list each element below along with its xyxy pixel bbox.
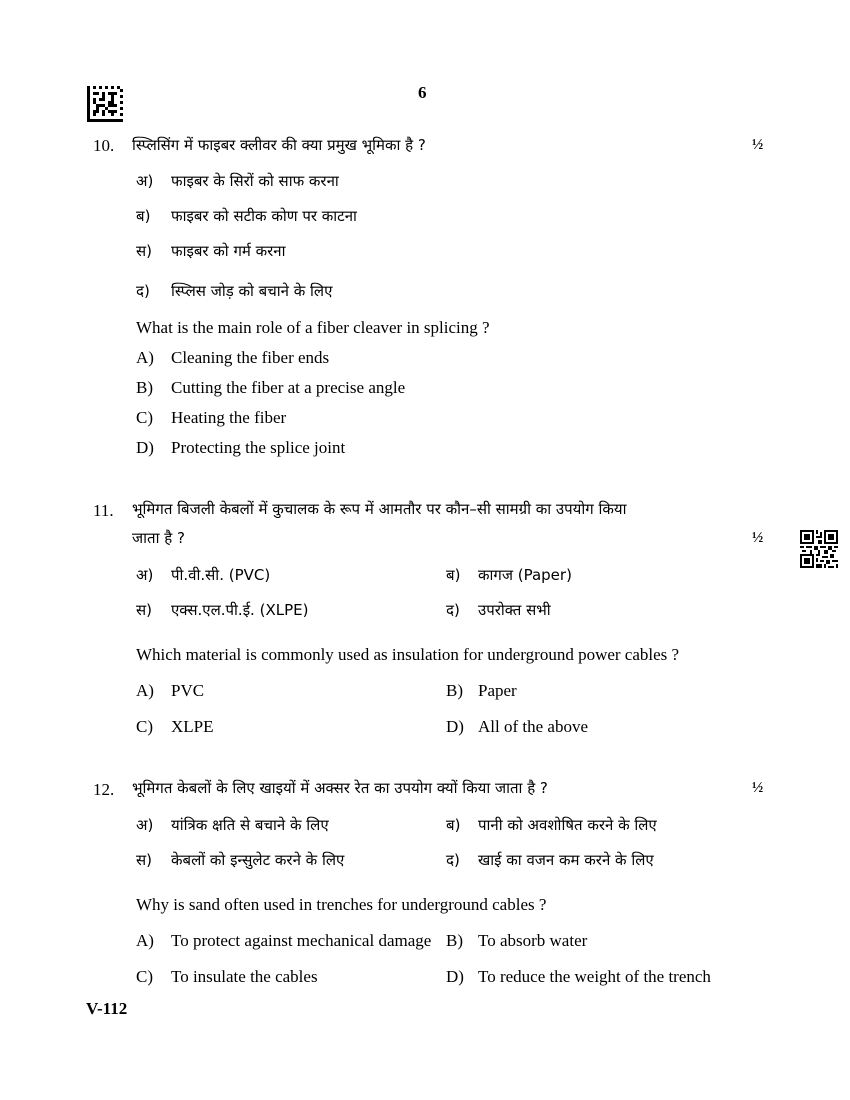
option-label: C) <box>136 967 153 986</box>
question-text-hindi-line1: भूमिगत बिजली केबलों में कुचालक के रूप में आमतौर पर कौन–सी सामग्री का उपयोग किया <box>132 500 627 518</box>
option-label: स) <box>136 851 152 869</box>
option-text: खाई का वजन कम करने के लिए <box>478 851 654 869</box>
option-label: अ) <box>136 172 154 190</box>
option-label: B) <box>446 931 463 950</box>
question-number: 12. <box>93 780 115 799</box>
question-text-english: What is the main role of a fiber cleaver in splicing ? <box>136 318 490 337</box>
option-text: फाइबर को सटीक कोण पर काटना <box>171 207 357 225</box>
option-label: A) <box>136 931 154 950</box>
qr-code-icon <box>800 530 838 568</box>
option-text: केबलों को इन्सुलेट करने के लिए <box>171 851 345 869</box>
option-label: द) <box>446 601 460 619</box>
question-text-hindi: भूमिगत केबलों के लिए खाइयों में अक्सर रेत का उपयोग क्यों किया जाता है ? <box>132 779 548 797</box>
question-text-english: Which material is commonly used as insulation for underground power cables ? <box>136 645 680 664</box>
option-text: फाइबर को गर्म करना <box>171 242 286 260</box>
option-text: To reduce the weight of the trench <box>478 967 711 986</box>
option-label: D) <box>446 717 464 736</box>
option-text: फाइबर के सिरों को साफ करना <box>171 172 339 190</box>
option-label: B) <box>446 681 463 700</box>
paper-code: V-112 <box>86 999 128 1018</box>
option-label: C) <box>136 717 153 736</box>
option-label: स) <box>136 242 152 260</box>
page-number: 6 <box>418 83 427 102</box>
option-text: Cleaning the fiber ends <box>171 348 330 367</box>
question-marks: ½ <box>752 780 764 796</box>
option-label: ब) <box>136 207 151 225</box>
option-text: To protect against mechanical damage <box>171 931 432 950</box>
option-text: पी.वी.सी. (PVC) <box>171 566 271 584</box>
option-text: पानी को अवशोषित करने के लिए <box>478 816 657 834</box>
option-label: A) <box>136 681 154 700</box>
option-label: द) <box>446 851 460 869</box>
question-marks: ½ <box>752 530 764 546</box>
option-text: Paper <box>478 681 517 700</box>
option-label: द) <box>136 282 150 300</box>
question-text-english: Why is sand often used in trenches for underground cables ? <box>136 895 547 914</box>
option-text: PVC <box>171 681 205 700</box>
option-label: स) <box>136 601 152 619</box>
option-text: उपरोक्त सभी <box>478 601 551 619</box>
option-text: Heating the fiber <box>171 408 287 427</box>
option-label: अ) <box>136 816 154 834</box>
option-text: To absorb water <box>478 931 588 950</box>
question-number: 11. <box>93 501 114 520</box>
question-text-hindi: स्प्लिसिंग में फाइबर क्लीवर की क्या प्रमुख भूमिका है ? <box>132 136 426 154</box>
option-text: यांत्रिक क्षति से बचाने के लिए <box>171 816 329 834</box>
option-text: All of the above <box>478 717 588 736</box>
option-text: To insulate the cables <box>171 967 318 986</box>
option-label: ब) <box>446 816 461 834</box>
option-text: XLPE <box>171 717 214 736</box>
option-label: D) <box>136 438 154 457</box>
datamatrix-code-icon <box>87 86 123 122</box>
option-text: Protecting the splice joint <box>171 438 346 457</box>
option-text: कागज (Paper) <box>478 566 572 584</box>
question-number: 10. <box>93 136 115 155</box>
option-text: एक्स.एल.पी.ई. (XLPE) <box>171 601 309 619</box>
question-marks: ½ <box>752 137 764 153</box>
option-label: D) <box>446 967 464 986</box>
option-label: B) <box>136 378 153 397</box>
question-text-hindi-line2: जाता है ? <box>132 529 185 547</box>
option-label: ब) <box>446 566 461 584</box>
option-label: C) <box>136 408 153 427</box>
option-text: Cutting the fiber at a precise angle <box>171 378 406 397</box>
option-text: स्प्लिस जोड़ को बचाने के लिए <box>171 282 333 300</box>
option-label: अ) <box>136 566 154 584</box>
option-label: A) <box>136 348 154 367</box>
